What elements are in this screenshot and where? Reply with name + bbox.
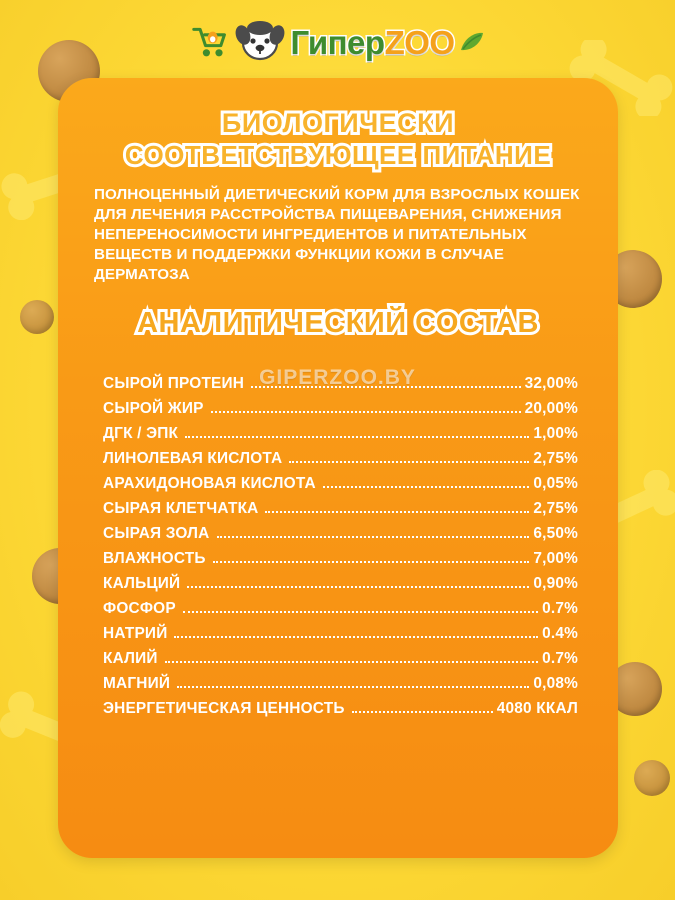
nutrient-value: 7,00% [533, 549, 578, 567]
dot-leader [177, 686, 529, 688]
nutrient-label: ФОСФОР [103, 599, 176, 617]
table-row [103, 668, 578, 693]
nutrient-label: СЫРАЯ КЛЕТЧАТКА [103, 499, 259, 517]
brand-name-part1: Гипер [290, 23, 385, 61]
nutrient-label: ДГК / ЭПК [103, 424, 179, 442]
table-row [103, 493, 578, 518]
watermark: GIPERZOO.BY [259, 366, 416, 389]
table-row [103, 693, 578, 718]
dot-leader [211, 411, 521, 413]
nutrient-label: СЫРАЯ ЗОЛА [103, 524, 210, 542]
dot-leader [323, 486, 530, 488]
paw-print-icon [634, 760, 670, 796]
headline-line-1: БИОЛОГИЧЕСКИ [221, 108, 455, 138]
table-row [103, 368, 578, 393]
dot-leader [185, 436, 529, 438]
table-row [103, 518, 578, 543]
dog-head-icon [234, 19, 286, 65]
nutrient-label: НАТРИЙ [103, 624, 168, 642]
analysis-table [103, 368, 578, 718]
table-row [103, 443, 578, 468]
dot-leader [265, 511, 529, 513]
dot-leader [251, 386, 521, 388]
table-row [103, 468, 578, 493]
nutrient-label: КАЛИЙ [103, 649, 158, 667]
nutrient-label: КАЛЬЦИЙ [103, 574, 181, 592]
table-row [103, 543, 578, 568]
dot-leader [352, 711, 493, 713]
nutrient-value: 0,08% [533, 674, 578, 692]
site-logo[interactable] [0, 8, 675, 76]
dot-leader [187, 586, 529, 588]
shopping-cart-icon [190, 24, 230, 60]
nutrient-value: 6,50% [533, 524, 578, 542]
paw-print-icon [20, 300, 54, 334]
table-row [103, 418, 578, 443]
headline-block [58, 108, 618, 171]
nutrient-value: 2,75% [533, 499, 578, 517]
dot-leader [213, 561, 530, 563]
table-row [103, 593, 578, 618]
nutrient-label: ВЛАЖНОСТЬ [103, 549, 206, 567]
nutrient-label: АРАХИДОНОВАЯ КИСЛОТА [103, 474, 316, 492]
nutrient-value: 20,00% [524, 399, 578, 417]
nutrient-value: 0.4% [542, 624, 578, 642]
product-info-card [58, 78, 618, 858]
nutrient-value: 1,00% [533, 424, 578, 442]
nutrient-value: 0,05% [533, 474, 578, 492]
nutrient-value: 4080 ККАЛ [496, 699, 578, 717]
nutrient-label: МАГНИЙ [103, 674, 171, 692]
leaf-icon [459, 30, 485, 54]
nutrient-label: СЫРОЙ ПРОТЕИН [103, 374, 245, 392]
nutrient-value: 0.7% [542, 649, 578, 667]
table-row [103, 643, 578, 668]
nutrient-value: 2,75% [533, 449, 578, 467]
nutrient-value: 32,00% [524, 374, 578, 392]
dot-leader [217, 536, 530, 538]
dot-leader [165, 661, 538, 663]
headline-line-2: СООТВЕТСТВУЮЩЕЕ ПИТАНИЕ [124, 139, 552, 170]
nutrient-label: СЫРОЙ ЖИР [103, 399, 204, 417]
nutrient-value: 0,90% [533, 574, 578, 592]
table-row [103, 393, 578, 418]
nutrient-value: 0.7% [542, 599, 578, 617]
nutrient-label: ЭНЕРГЕТИЧЕСКАЯ ЦЕННОСТЬ [103, 699, 345, 717]
nutrient-label: ЛИНОЛЕВАЯ КИСЛОТА [103, 449, 283, 467]
dot-leader [289, 461, 529, 463]
brand-name [290, 23, 455, 61]
dot-leader [183, 611, 538, 613]
dot-leader [174, 636, 538, 638]
section-title-analysis: АНАЛИТИЧЕСКИЙ СОСТАВ [137, 306, 539, 339]
table-row [103, 618, 578, 643]
brand-name-part2: ZOO [384, 23, 455, 61]
product-description: ПОЛНОЦЕННЫЙ ДИЕТИЧЕСКИЙ КОРМ ДЛЯ ВЗРОСЛЫХ КОШЕК ДЛЯ ЛЕЧЕНИЯ РАССТРОЙСТВА ПИЩЕВАРЕНИЯ, СНИЖЕНИЯ НЕПЕРЕНОСИМОСТИ ИНГРЕДИЕНТОВ И ПИТАТЕЛЬНЫХ ВЕЩЕСТВ И ПОДДЕРЖКИ ФУНКЦИИ КОЖИ В СЛУЧАЕ ДЕРМАТОЗА [94, 185, 580, 283]
table-row [103, 568, 578, 593]
